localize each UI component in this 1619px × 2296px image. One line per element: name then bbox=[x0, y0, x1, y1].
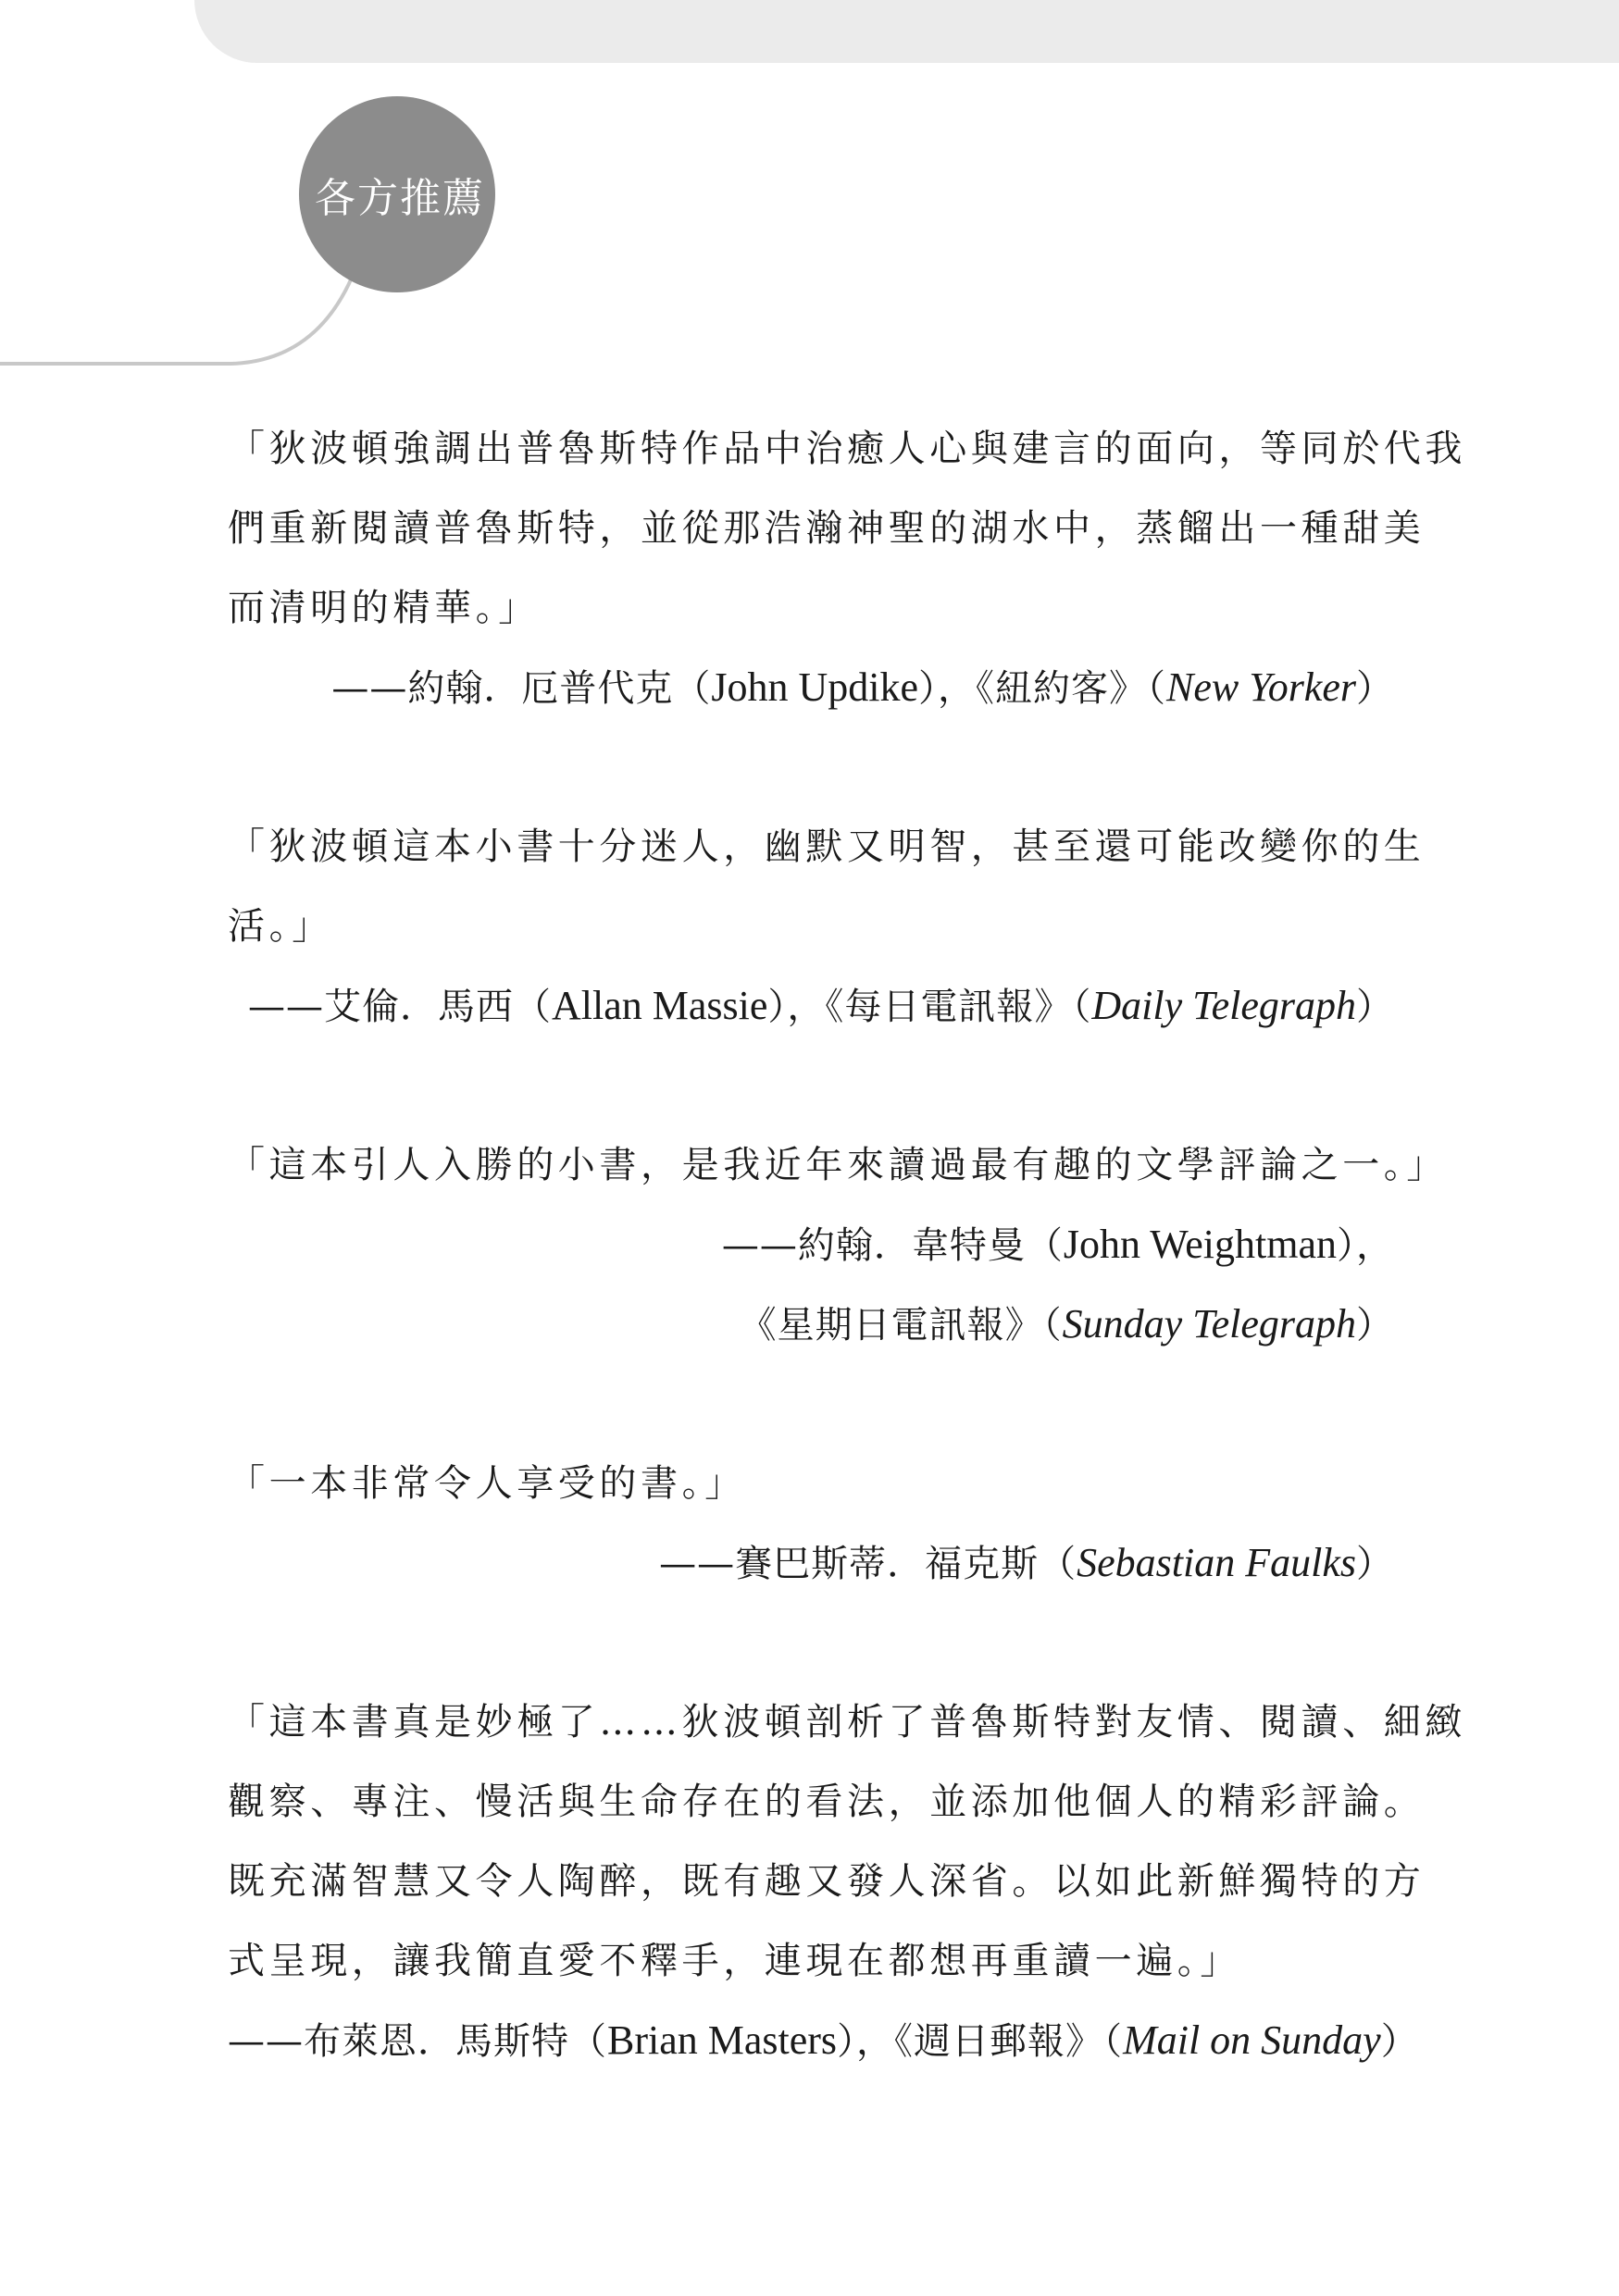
quote-attribution-publication: 《星期日電訊報》（Sunday Telegraph） bbox=[739, 1301, 1394, 1347]
quote-faulks bbox=[228, 1444, 1394, 1603]
quote-line: 觀察、專注、慢活與生命存在的看法，並添加他個人的精彩評論。 bbox=[228, 1781, 1426, 1823]
quote-line: 「這本引人入勝的小書，是我近年來讀過最有趣的文學評論之一。」 bbox=[228, 1144, 1448, 1186]
quote-line: 「狄波頓這本小書十分迷人，幽默又明智，甚至還可能改變你的生 bbox=[228, 825, 1426, 868]
section-title: 各方推薦 bbox=[315, 175, 485, 222]
quote-line: 們重新閱讀普魯斯特，並從那浩瀚神聖的湖水中，蒸餾出一種甜美 bbox=[228, 507, 1426, 550]
spacer bbox=[228, 1364, 1394, 1444]
quote-line: 活。」 bbox=[228, 905, 333, 948]
quote-line: 「這本書真是妙極了……狄波頓剖析了普魯斯特對友情、閱讀、細緻 bbox=[228, 1701, 1466, 1744]
quote-massie bbox=[228, 807, 1426, 1046]
quote-line: 式呈現，讓我簡直愛不釋手，連現在都想再重讀一遍。」 bbox=[228, 1940, 1241, 1982]
quote-updike bbox=[228, 409, 1466, 727]
header-band bbox=[194, 0, 1619, 63]
spacer bbox=[228, 1046, 1394, 1125]
quote-line: 既充滿智慧又令人陶醉，既有趣又發人深省。以如此新鮮獨特的方 bbox=[228, 1860, 1426, 1903]
spacer bbox=[228, 1603, 1394, 1682]
quote-attribution: ——約翰．厄普代克（John Updike），《紐約客》（New Yorker） bbox=[331, 664, 1394, 710]
quote-attribution: ——布萊恩．馬斯特（Brian Masters），《週日郵報》（Mail on Sunday） bbox=[228, 2017, 1419, 2063]
quote-attribution: ——艾倫．馬西（Allan Massie），《每日電訊報》（Daily Telegraph） bbox=[248, 983, 1394, 1028]
quote-masters bbox=[228, 1682, 1466, 2080]
quote-attribution: ——賽巴斯蒂．福克斯（Sebastian Faulks） bbox=[659, 1540, 1394, 1585]
quote-weightman bbox=[228, 1125, 1448, 1364]
quote-line: 「一本非常令人享受的書。」 bbox=[228, 1462, 746, 1505]
recommendations bbox=[228, 409, 1466, 2080]
section-title-badge bbox=[299, 96, 495, 292]
spacer bbox=[228, 727, 1394, 807]
quote-attribution: ——約翰．韋特曼（John Weightman）， bbox=[721, 1222, 1394, 1267]
quote-line: 而清明的精華。」 bbox=[228, 587, 540, 629]
quote-line: 「狄波頓強調出普魯斯特作品中治癒人心與建言的面向，等同於代我 bbox=[228, 428, 1466, 470]
